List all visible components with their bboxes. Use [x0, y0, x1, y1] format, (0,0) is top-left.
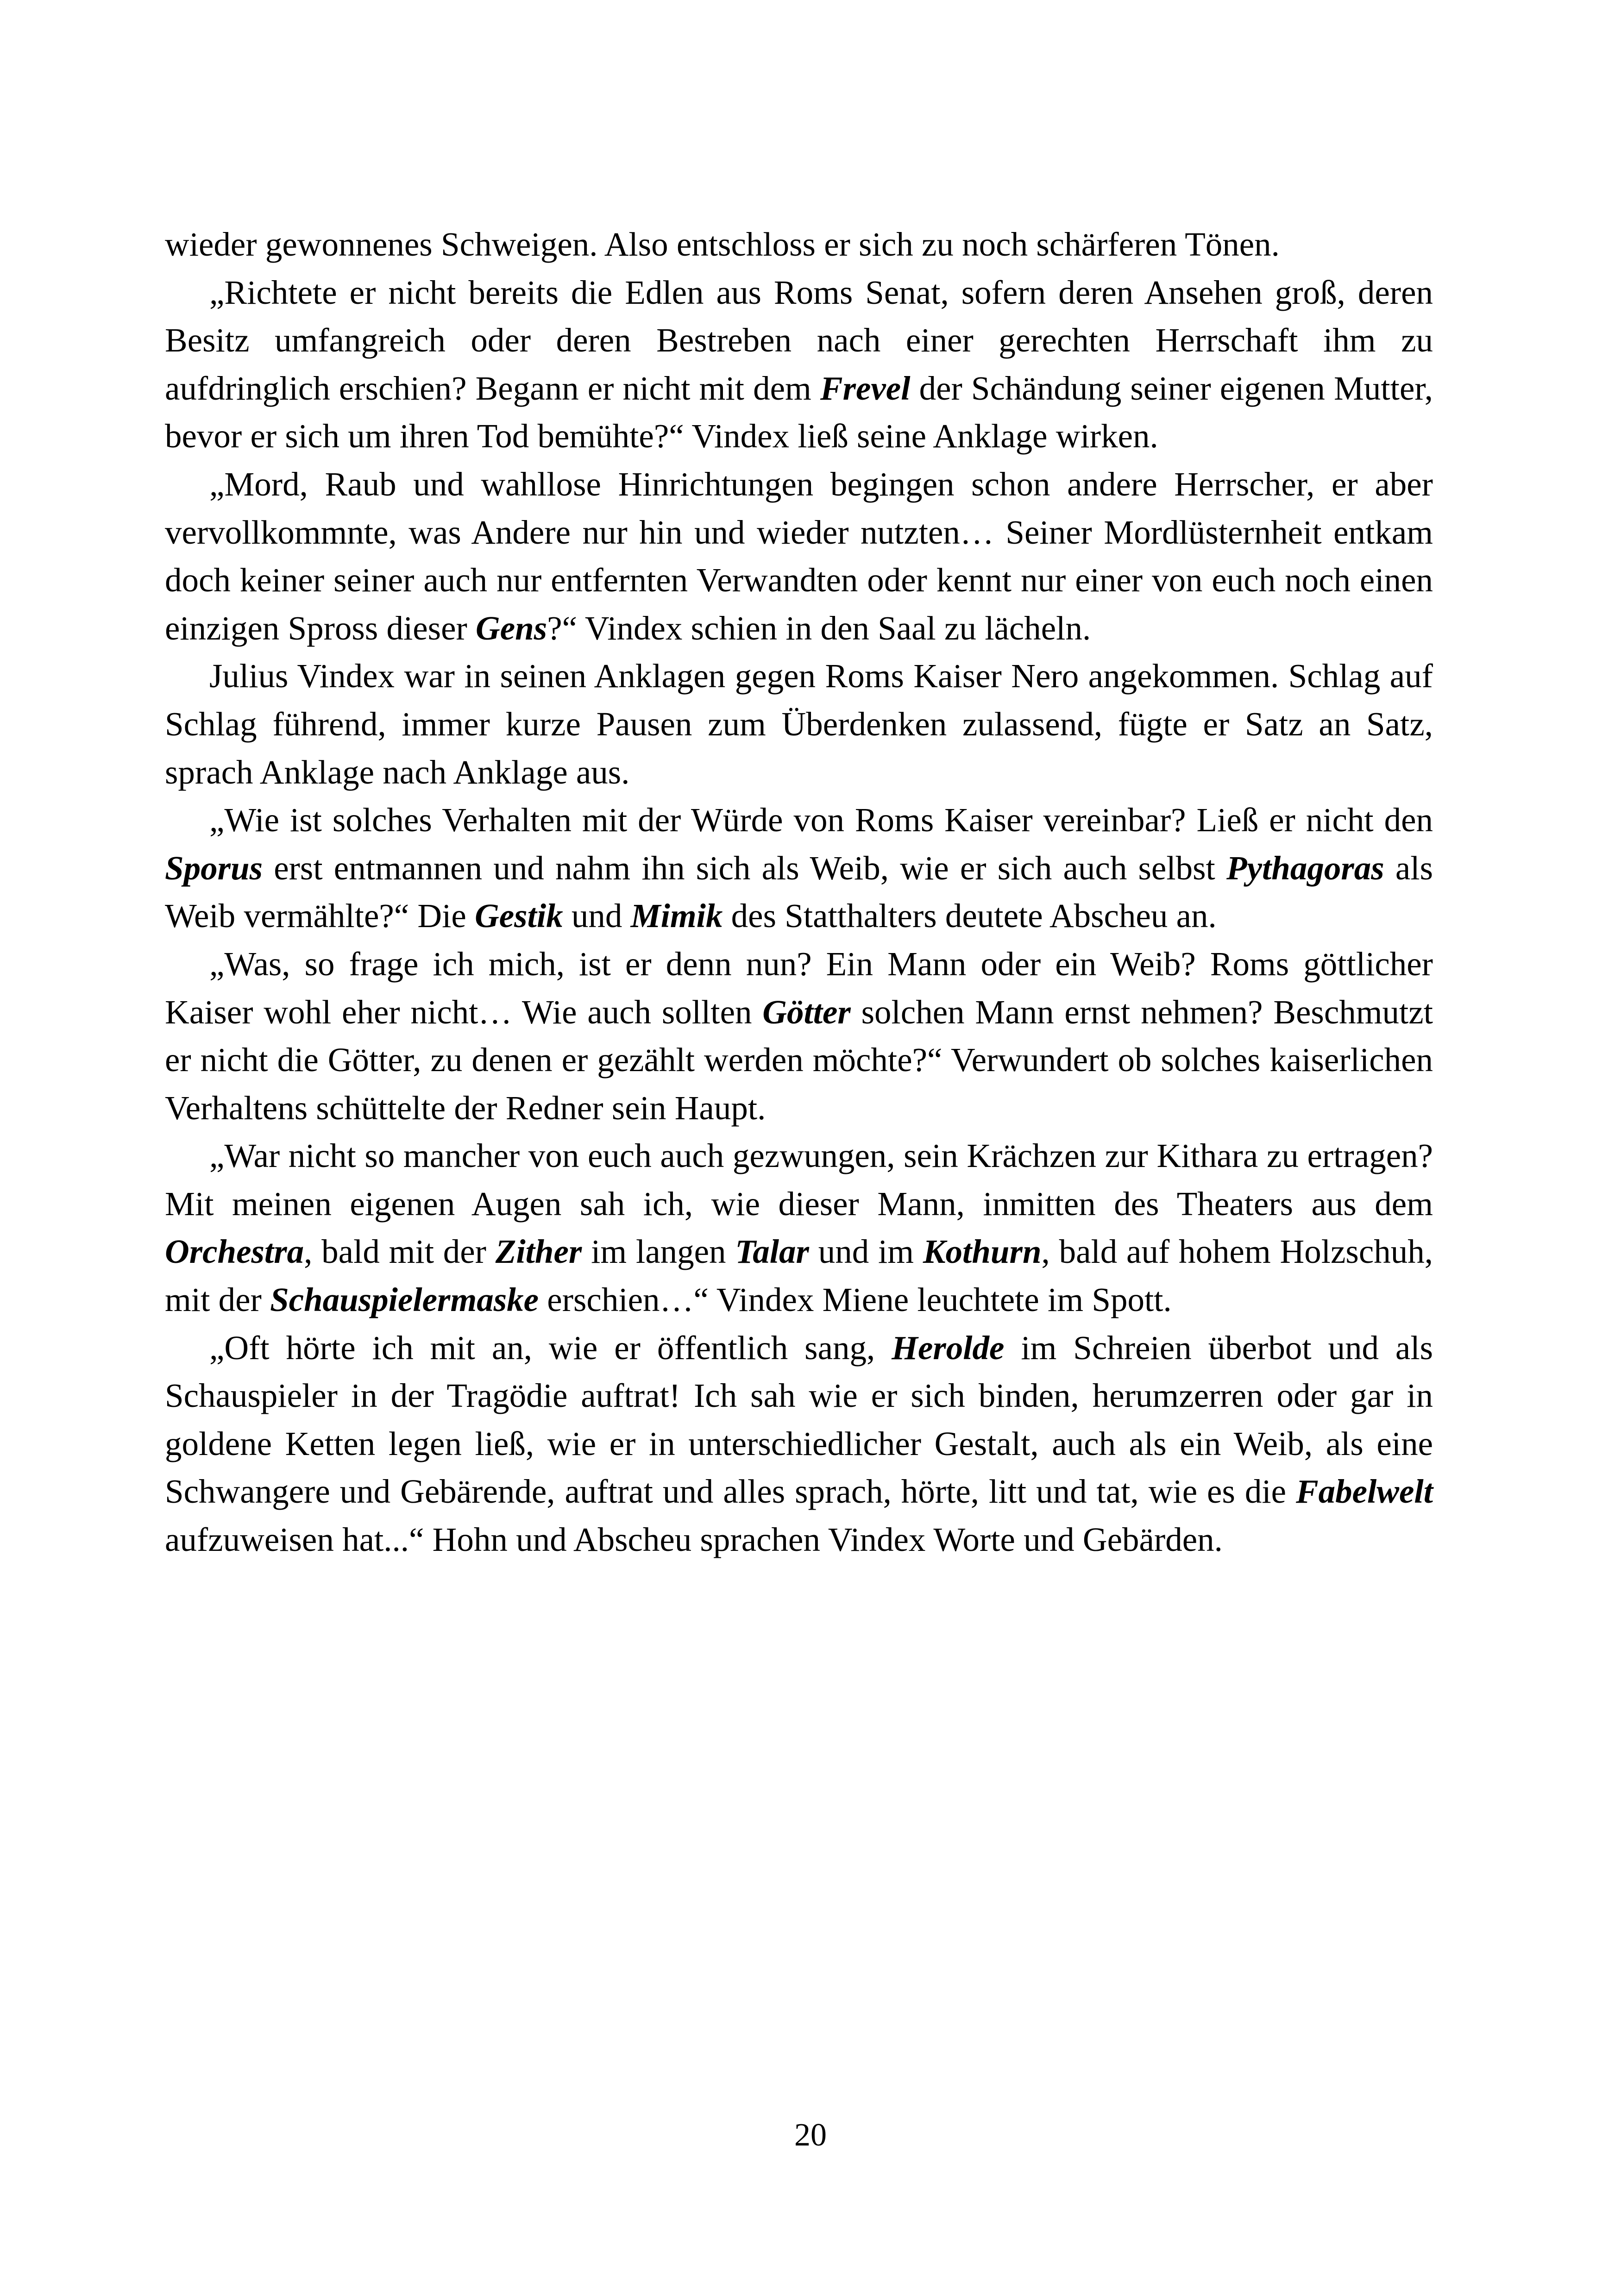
paragraph-continuation — [165, 220, 1433, 269]
paragraph — [165, 1324, 1433, 1564]
emphasized-term: Sporus — [165, 849, 263, 887]
text-run: der Schändung seiner eigenen Mutter, bevor er sich um ihren Tod bemühte?“ Vindex ließ seine Anklage wirken. — [165, 369, 1433, 455]
text-run: wieder gewonnenes Schweigen. Also entschloss er sich zu noch schärferen Tönen. — [165, 226, 1280, 263]
text-run: „Wie ist solches Verhalten mit der Würde von Roms Kaiser vereinbar? Ließ er nicht den — [209, 801, 1433, 839]
text-run: und — [563, 897, 631, 935]
emphasized-term: Herolde — [892, 1329, 1005, 1367]
text-run: als Weib vermählte?“ Die — [165, 849, 1433, 935]
emphasized-term: Fabelwelt — [1295, 1473, 1433, 1511]
paragraph — [165, 652, 1433, 796]
text-run: „Richtete er nicht bereits die Edlen aus Roms Senat, sofern deren Ansehen groß, deren Besitz umfangreich oder deren Bestreben nach einer gerechten Herrschaft ihm zu aufdringlich erschien? Begann er nicht mit dem — [165, 273, 1433, 407]
paragraph — [165, 269, 1433, 460]
emphasized-term: Talar — [735, 1233, 809, 1271]
emphasized-term: Kothurn — [923, 1233, 1042, 1271]
emphasized-term: Frevel — [820, 369, 911, 407]
emphasized-term: Schauspielermaske — [270, 1281, 539, 1319]
text-run: , bald auf hohem Holzschuh, mit der — [165, 1233, 1433, 1319]
text-run: erst entmannen und nahm ihn sich als Weib, wie er sich auch selbst — [263, 849, 1226, 887]
text-run: solchen Mann ernst nehmen? Beschmutzt er nicht die Götter, zu denen er gezählt werden möchte?“ Verwundert ob solches kaiserlichen Verhaltens schüttelte der Redner sein Haupt. — [165, 993, 1433, 1127]
text-run: im langen — [582, 1233, 735, 1271]
emphasized-term: Gens — [476, 609, 547, 647]
text-run: erschien…“ Vindex Miene leuchtete im Spott. — [539, 1281, 1172, 1319]
paragraph — [165, 1132, 1433, 1324]
text-run: im Schreien überbot und als Schauspieler in der Tragödie auftrat! Ich sah wie er sich binden, herumzerren oder gar in goldene Ketten legen ließ, wie er in unterschiedlicher Gestalt, auch als ein Weib, als eine Schwangere und Gebärende, auftrat und alles sprach, hörte, litt und tat, wie es die — [165, 1329, 1433, 1511]
paragraph — [165, 940, 1433, 1132]
text-run: Julius Vindex war in seinen Anklagen gegen Roms Kaiser Nero angekommen. Schlag auf Schlag führend, immer kurze Pausen zum Überdenken zulassend, fügte er Satz an Satz, sprach Anklage nach Anklage aus. — [165, 657, 1433, 791]
emphasized-term: Pythagoras — [1226, 849, 1384, 887]
paragraph — [165, 796, 1433, 940]
body-text — [165, 220, 1433, 1564]
text-run: „Was, so frage ich mich, ist er denn nun? Ein Mann oder ein Weib? Roms göttlicher Kaiser wohl eher nicht… Wie auch sollten — [165, 945, 1433, 1031]
emphasized-term: Mimik — [630, 897, 723, 935]
page-number: 20 — [794, 2117, 827, 2153]
emphasized-term: Zither — [495, 1233, 582, 1271]
text-run: und im — [809, 1233, 923, 1271]
text-run: , bald mit der — [304, 1233, 496, 1271]
text-run: „Oft hörte ich mit an, wie er öffentlich sang, — [209, 1329, 892, 1367]
paragraph — [165, 460, 1433, 652]
emphasized-term: Götter — [762, 993, 851, 1031]
text-run: aufzuweisen hat...“ Hohn und Abscheu sprachen Vindex Worte und Gebärden. — [165, 1521, 1223, 1559]
text-run: „Mord, Raub und wahllose Hinrichtungen begingen schon andere Herrscher, er aber vervollkommnte, was Andere nur hin und wieder nutzten… Seiner Mordlüsternheit entkam doch keiner seiner auch nur entfernten Verwandten oder kennt nur einer von euch noch einen einzigen Spross dieser — [165, 465, 1433, 647]
emphasized-term: Gestik — [475, 897, 563, 935]
emphasized-term: Orchestra — [165, 1233, 304, 1271]
text-run: des Statthalters deutete Abscheu an. — [723, 897, 1217, 935]
text-run: „War nicht so mancher von euch auch gezwungen, sein Krächzen zur Kithara zu ertragen? Mit meinen eigenen Augen sah ich, wie dieser Mann, inmitten des Theaters aus dem — [165, 1137, 1433, 1223]
text-run: ?“ Vindex schien in den Saal zu lächeln. — [547, 609, 1091, 647]
